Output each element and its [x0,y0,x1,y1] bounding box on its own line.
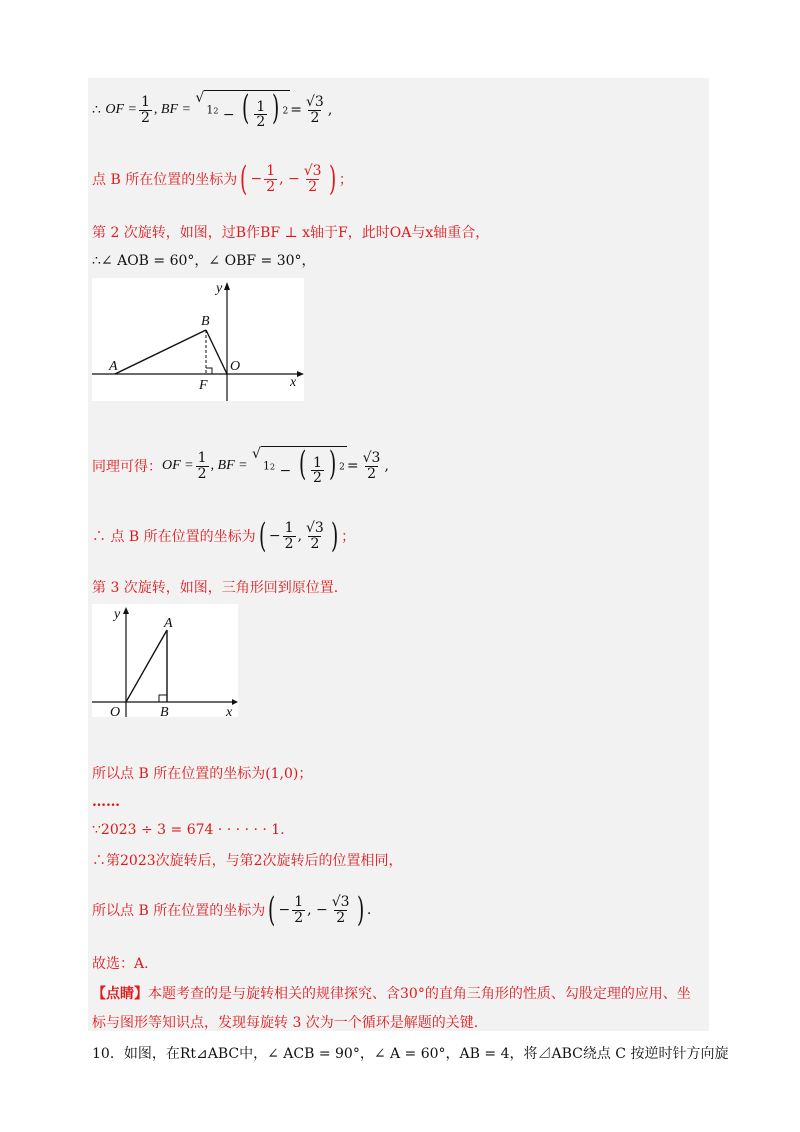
label-a: A [164,616,173,631]
segment-ab [115,330,206,374]
step3-text: 第 3 次旋转，如图，三角形回到原位置. [92,580,339,596]
ellipsis: …… [92,794,120,810]
coordinate-b-step3: 所以点 B 所在位置的坐标为(1,0)； [92,766,313,782]
formula-of-bf-1: ∴ OF = $\frac{1}{2}$ , BF = √ $^{12}$ − ( $\frac{1}{2}$ ) $^2$ = $\frac{√3}{2}$ , [92,87,333,131]
division-statement: ∵2023 ÷ 3 = 674 · · · · · · 1. [92,822,285,838]
figure-rotation-3 [92,604,238,717]
label-x: x [226,705,233,717]
coordinate-b-step2: ∴ 点 B 所在位置的坐标为 ( − $\frac{1}{2}$ , $\frac{√3}{2}$ ) ； [92,516,356,556]
label-f: F [199,378,208,393]
comment-line-2: 标与图形等知识点，发现每旋转 3 次为一个循环是解题的关键. [92,1015,479,1031]
label-y: y [216,281,223,296]
comment-line-1: 【点睛】 本题考查的是与旋转相关的规律探究、含30°的直角三角形的性质、勾股定理的应用、坐 [92,986,691,1002]
figure-rotation-2 [92,278,304,401]
final-coordinate: 所以点 B 所在位置的坐标为 ( − $\frac{1}{2}$ , − $\frac{√3}{2}$ ) . [92,890,372,930]
label-a: A [109,359,118,374]
label-o: O [230,359,241,374]
label-b: B [160,705,169,717]
question-10: 10．如图，在Rt⊿ABC中，∠ ACB = 90°，∠ A = 60°，AB = 4，将⊿ABC绕点 C 按逆时针方向旋 [92,1046,729,1062]
segment-bo [206,330,227,374]
formula-of-bf-2: 同理可得： OF = $\frac{1}{2}$ , BF = √ $^{12}$ − ( $\frac{1}{2}$ ) $^2$ = $\frac{√3}{2}$ , [92,443,389,487]
step2-text: 第 2 次旋转，如图，过B作BF ⊥ x轴于F，此时OA与x轴重合， [92,225,490,241]
segment-oa [126,630,167,702]
conclusion-statement: ∴第2023次旋转后，与第2次旋转后的位置相同， [92,853,403,869]
answer-choice: 故选：A. [92,956,149,972]
coordinate-b-step1: 点 B 所在位置的坐标为 ( − $\frac{1}{2}$ , − $\frac{√3}{2}$ ) ； [92,159,353,199]
angle-statement: ∴∠ AOB = 60°，∠ OBF = 30°， [92,253,316,269]
label-y: y [114,607,121,622]
label-o: O [110,705,121,717]
label-x: x [290,375,297,390]
label-b: B [201,314,210,329]
